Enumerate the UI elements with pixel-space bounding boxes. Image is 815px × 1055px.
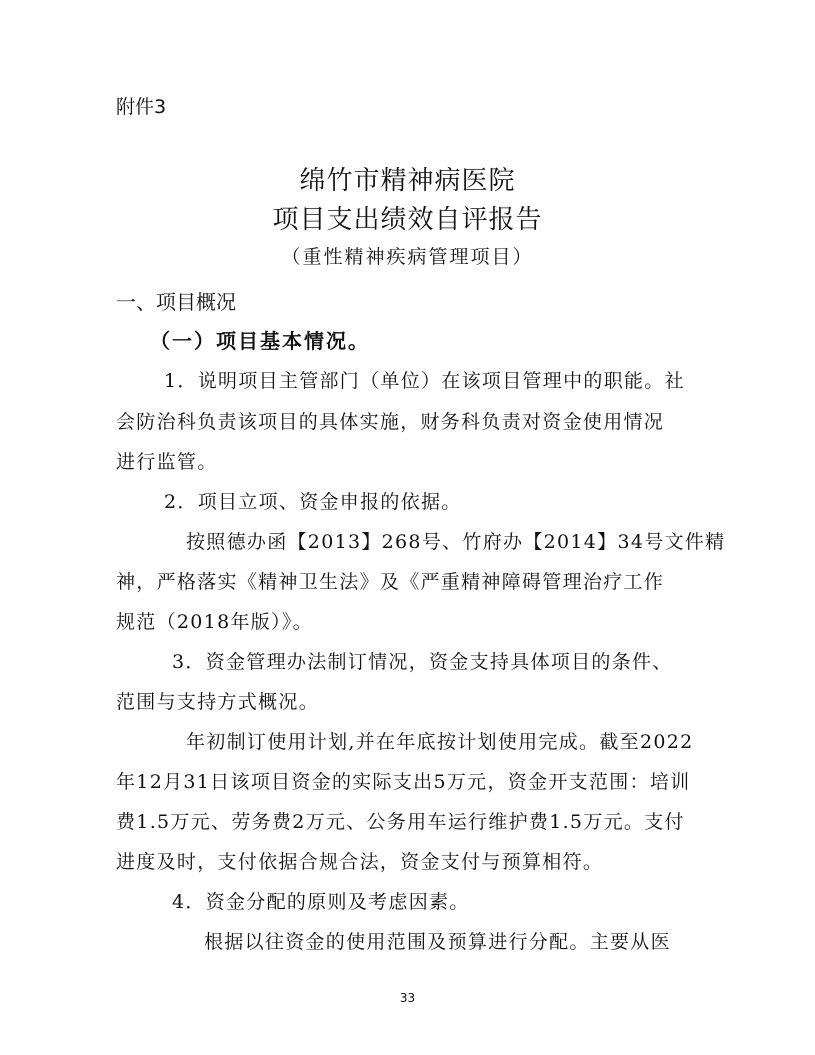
- attachment-label: 附件3: [116, 96, 167, 118]
- body-line: 年初制订使用计划,并在年底按计划使用完成。截至2022: [186, 731, 694, 753]
- body-line: 会防治科负责该项目的具体实施，财务科负责对资金使用情况: [116, 411, 665, 433]
- body-line: 范围与支持方式概况。: [116, 691, 320, 713]
- section-heading: 一、项目概况: [116, 290, 236, 314]
- body-line: 进行监管。: [116, 451, 218, 473]
- subsection-heading: （一）项目基本情况。: [150, 329, 370, 353]
- body-line: 费1.5万元、劳务费2万元、公务用车运行维护费1.5万元。支付: [116, 811, 685, 833]
- body-line: 按照德办函【2013】268号、竹府办【2014】34号文件精: [186, 531, 726, 553]
- body-line: 根据以往资金的使用范围及预算进行分配。主要从医: [204, 931, 671, 953]
- page-number: 33: [399, 991, 416, 1005]
- document-title-line-2: 项目支出绩效自评报告: [272, 205, 543, 235]
- body-line: 进度及时，支付依据合规合法，资金支付与预算相符。: [116, 851, 604, 873]
- body-line: 2．项目立项、资金申报的依据。: [164, 491, 462, 513]
- body-line: 4．资金分配的原则及考虑因素。: [172, 891, 470, 913]
- document-title-line-1: 绵竹市精神病医院: [299, 166, 516, 196]
- body-line: 1．说明项目主管部门（单位）在该项目管理中的职能。社: [164, 370, 685, 392]
- body-line: 年12月31日该项目资金的实际支出5万元，资金开支范围：培训: [116, 771, 691, 793]
- body-line: 规范（2018年版）》。: [116, 611, 313, 633]
- body-line: 3．资金管理办法制订情况，资金支持具体项目的条件、: [172, 651, 673, 673]
- document-subtitle: （重性精神疾病管理项目）: [281, 246, 534, 268]
- body-line: 神，严格落实《精神卫生法》及《严重精神障碍管理治疗工作: [116, 571, 665, 593]
